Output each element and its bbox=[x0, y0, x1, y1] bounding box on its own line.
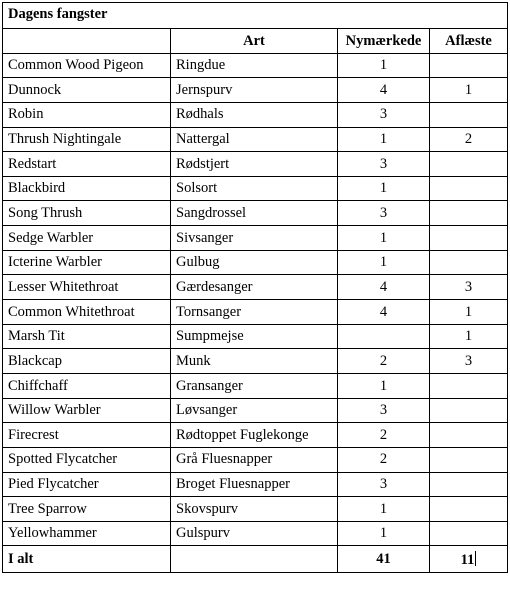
aflaeste-cell[interactable] bbox=[430, 497, 508, 522]
aflaeste-cell[interactable] bbox=[430, 423, 508, 448]
danish-name-cell[interactable]: Solsort bbox=[171, 176, 338, 201]
header-aflaeste[interactable]: Aflæste bbox=[430, 29, 508, 54]
aflaeste-cell[interactable] bbox=[430, 373, 508, 398]
danish-name-cell[interactable]: Nattergal bbox=[171, 127, 338, 152]
header-row bbox=[3, 29, 508, 54]
aflaeste-cell[interactable] bbox=[430, 53, 508, 78]
nymaerkede-cell[interactable]: 4 bbox=[338, 300, 430, 325]
english-name-cell[interactable]: Spotted Flycatcher bbox=[3, 447, 171, 472]
danish-name-cell[interactable]: Skovspurv bbox=[171, 497, 338, 522]
english-name-cell[interactable]: Blackcap bbox=[3, 349, 171, 374]
total-nymaerkede[interactable]: 41 bbox=[338, 546, 430, 573]
english-name-cell[interactable]: Common Wood Pigeon bbox=[3, 53, 171, 78]
table-row bbox=[3, 497, 508, 522]
nymaerkede-cell[interactable]: 2 bbox=[338, 423, 430, 448]
english-name-cell[interactable]: Common Whitethroat bbox=[3, 300, 171, 325]
danish-name-cell[interactable]: Rødtoppet Fuglekonge bbox=[171, 423, 338, 448]
nymaerkede-cell[interactable]: 1 bbox=[338, 176, 430, 201]
nymaerkede-cell[interactable]: 1 bbox=[338, 226, 430, 251]
english-name-cell[interactable]: Chiffchaff bbox=[3, 373, 171, 398]
aflaeste-cell[interactable] bbox=[430, 250, 508, 275]
aflaeste-cell[interactable]: 3 bbox=[430, 349, 508, 374]
danish-name-cell[interactable]: Ringdue bbox=[171, 53, 338, 78]
table-row bbox=[3, 300, 508, 325]
english-name-cell[interactable]: Yellowhammer bbox=[3, 521, 171, 546]
table-row bbox=[3, 373, 508, 398]
aflaeste-cell[interactable]: 3 bbox=[430, 275, 508, 300]
english-name-cell[interactable]: Song Thrush bbox=[3, 201, 171, 226]
aflaeste-cell[interactable]: 1 bbox=[430, 78, 508, 103]
table-row bbox=[3, 53, 508, 78]
danish-name-cell[interactable]: Tornsanger bbox=[171, 300, 338, 325]
nymaerkede-cell[interactable]: 3 bbox=[338, 102, 430, 127]
table-row bbox=[3, 447, 508, 472]
danish-name-cell[interactable]: Broget Fluesnapper bbox=[171, 472, 338, 497]
nymaerkede-cell[interactable]: 3 bbox=[338, 472, 430, 497]
total-danish[interactable] bbox=[171, 546, 338, 573]
table-row bbox=[3, 78, 508, 103]
english-name-cell[interactable]: Blackbird bbox=[3, 176, 171, 201]
english-name-cell[interactable]: Willow Warbler bbox=[3, 398, 171, 423]
table-row bbox=[3, 349, 508, 374]
nymaerkede-cell[interactable]: 1 bbox=[338, 53, 430, 78]
total-row bbox=[3, 546, 508, 573]
nymaerkede-cell[interactable]: 3 bbox=[338, 152, 430, 177]
nymaerkede-cell[interactable]: 1 bbox=[338, 497, 430, 522]
table-row bbox=[3, 250, 508, 275]
nymaerkede-cell[interactable]: 1 bbox=[338, 250, 430, 275]
table-row bbox=[3, 226, 508, 251]
aflaeste-cell[interactable] bbox=[430, 152, 508, 177]
nymaerkede-cell[interactable]: 3 bbox=[338, 201, 430, 226]
aflaeste-cell[interactable] bbox=[430, 447, 508, 472]
text-cursor bbox=[475, 551, 476, 566]
danish-name-cell[interactable]: Gulbug bbox=[171, 250, 338, 275]
table-row bbox=[3, 472, 508, 497]
danish-name-cell[interactable]: Sangdrossel bbox=[171, 201, 338, 226]
nymaerkede-cell[interactable]: 1 bbox=[338, 521, 430, 546]
danish-name-cell[interactable]: Gransanger bbox=[171, 373, 338, 398]
total-aflaeste: 11 bbox=[460, 552, 475, 569]
english-name-cell[interactable]: Lesser Whitethroat bbox=[3, 275, 171, 300]
total-aflaeste-cell[interactable] bbox=[430, 546, 508, 573]
table-row bbox=[3, 102, 508, 127]
nymaerkede-cell[interactable]: 2 bbox=[338, 349, 430, 374]
danish-name-cell[interactable]: Sivsanger bbox=[171, 226, 338, 251]
table-row bbox=[3, 423, 508, 448]
aflaeste-cell[interactable] bbox=[430, 201, 508, 226]
english-name-cell[interactable]: Firecrest bbox=[3, 423, 171, 448]
danish-name-cell[interactable]: Jernspurv bbox=[171, 78, 338, 103]
english-name-cell[interactable]: Dunnock bbox=[3, 78, 171, 103]
danish-name-cell[interactable]: Rødstjert bbox=[171, 152, 338, 177]
aflaeste-cell[interactable]: 2 bbox=[430, 127, 508, 152]
nymaerkede-cell[interactable]: 1 bbox=[338, 373, 430, 398]
aflaeste-cell[interactable]: 1 bbox=[430, 300, 508, 325]
english-name-cell[interactable]: Sedge Warbler bbox=[3, 226, 171, 251]
catch-table bbox=[2, 2, 508, 573]
danish-name-cell[interactable]: Munk bbox=[171, 349, 338, 374]
danish-name-cell[interactable]: Gærdesanger bbox=[171, 275, 338, 300]
danish-name-cell[interactable]: Løvsanger bbox=[171, 398, 338, 423]
table-row bbox=[3, 176, 508, 201]
nymaerkede-cell[interactable]: 3 bbox=[338, 398, 430, 423]
nymaerkede-cell[interactable]: 4 bbox=[338, 78, 430, 103]
aflaeste-cell[interactable] bbox=[430, 226, 508, 251]
header-nymaerkede[interactable]: Nymærkede bbox=[338, 29, 430, 54]
table-row bbox=[3, 521, 508, 546]
danish-name-cell[interactable]: Gulspurv bbox=[171, 521, 338, 546]
header-english[interactable] bbox=[3, 29, 171, 54]
table-row bbox=[3, 152, 508, 177]
table-row bbox=[3, 201, 508, 226]
aflaeste-cell[interactable] bbox=[430, 176, 508, 201]
header-art[interactable]: Art bbox=[171, 29, 338, 54]
aflaeste-cell[interactable] bbox=[430, 398, 508, 423]
aflaeste-cell[interactable]: 1 bbox=[430, 324, 508, 349]
aflaeste-cell[interactable] bbox=[430, 472, 508, 497]
danish-name-cell[interactable]: Sumpmejse bbox=[171, 324, 338, 349]
danish-name-cell[interactable]: Grå Fluesnapper bbox=[171, 447, 338, 472]
english-name-cell[interactable]: Pied Flycatcher bbox=[3, 472, 171, 497]
english-name-cell[interactable]: Robin bbox=[3, 102, 171, 127]
table-row bbox=[3, 275, 508, 300]
nymaerkede-cell[interactable]: 2 bbox=[338, 447, 430, 472]
total-label[interactable]: I alt bbox=[3, 546, 171, 573]
english-name-cell[interactable]: Thrush Nightingale bbox=[3, 127, 171, 152]
table-row bbox=[3, 398, 508, 423]
table-title[interactable]: Dagens fangster bbox=[3, 3, 508, 29]
aflaeste-cell[interactable] bbox=[430, 102, 508, 127]
table-body bbox=[3, 3, 508, 573]
title-row bbox=[3, 3, 508, 29]
nymaerkede-cell[interactable] bbox=[338, 324, 430, 349]
danish-name-cell[interactable]: Rødhals bbox=[171, 102, 338, 127]
english-name-cell[interactable]: Icterine Warbler bbox=[3, 250, 171, 275]
english-name-cell[interactable]: Tree Sparrow bbox=[3, 497, 171, 522]
nymaerkede-cell[interactable]: 4 bbox=[338, 275, 430, 300]
english-name-cell[interactable]: Marsh Tit bbox=[3, 324, 171, 349]
english-name-cell[interactable]: Redstart bbox=[3, 152, 171, 177]
aflaeste-cell[interactable] bbox=[430, 521, 508, 546]
table-row bbox=[3, 324, 508, 349]
nymaerkede-cell[interactable]: 1 bbox=[338, 127, 430, 152]
table-row bbox=[3, 127, 508, 152]
